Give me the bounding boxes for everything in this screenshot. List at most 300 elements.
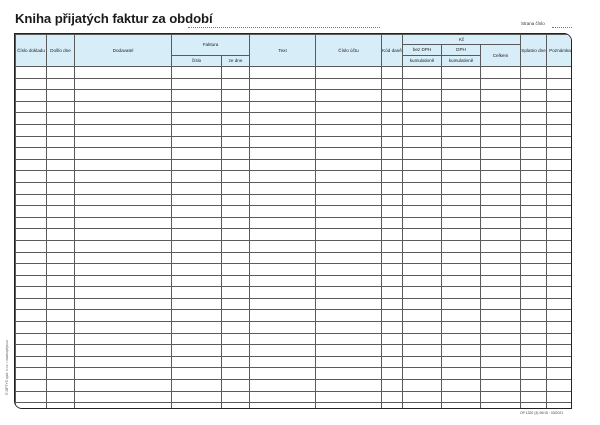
entry-cell[interactable] [47, 298, 75, 310]
entry-cell[interactable] [403, 403, 442, 409]
entry-cell[interactable] [316, 345, 382, 357]
entry-cell[interactable] [521, 148, 547, 160]
entry-cell[interactable] [403, 136, 442, 148]
entry-cell[interactable] [547, 182, 572, 194]
entry-cell[interactable] [47, 310, 75, 322]
entry-cell[interactable] [382, 391, 403, 403]
entry-cell[interactable] [75, 67, 172, 79]
entry-cell[interactable] [75, 298, 172, 310]
entry-cell[interactable] [403, 345, 442, 357]
entry-cell[interactable] [47, 356, 75, 368]
entry-cell[interactable] [547, 78, 572, 90]
entry-cell[interactable] [316, 206, 382, 218]
entry-cell[interactable] [16, 275, 47, 287]
entry-cell[interactable] [47, 322, 75, 334]
entry-cell[interactable] [547, 148, 572, 160]
entry-cell[interactable] [47, 391, 75, 403]
entry-cell[interactable] [222, 264, 250, 276]
entry-cell[interactable] [16, 136, 47, 148]
entry-cell[interactable] [75, 159, 172, 171]
entry-cell[interactable] [222, 240, 250, 252]
entry-cell[interactable] [250, 113, 316, 125]
entry-cell[interactable] [222, 171, 250, 183]
entry-cell[interactable] [250, 310, 316, 322]
entry-cell[interactable] [382, 159, 403, 171]
entry-cell[interactable] [172, 229, 222, 241]
entry-cell[interactable] [316, 182, 382, 194]
entry-cell[interactable] [316, 391, 382, 403]
entry-cell[interactable] [481, 229, 521, 241]
entry-cell[interactable] [172, 322, 222, 334]
entry-cell[interactable] [382, 298, 403, 310]
entry-cell[interactable] [75, 380, 172, 392]
entry-cell[interactable] [442, 101, 481, 113]
entry-cell[interactable] [403, 148, 442, 160]
entry-cell[interactable] [222, 322, 250, 334]
entry-cell[interactable] [47, 206, 75, 218]
entry-cell[interactable] [521, 368, 547, 380]
entry-cell[interactable] [382, 287, 403, 299]
entry-cell[interactable] [382, 90, 403, 102]
entry-cell[interactable] [16, 391, 47, 403]
entry-cell[interactable] [222, 113, 250, 125]
entry-cell[interactable] [382, 171, 403, 183]
entry-cell[interactable] [442, 380, 481, 392]
entry-cell[interactable] [172, 124, 222, 136]
entry-cell[interactable] [316, 368, 382, 380]
entry-cell[interactable] [172, 136, 222, 148]
entry-cell[interactable] [250, 322, 316, 334]
entry-cell[interactable] [521, 275, 547, 287]
entry-cell[interactable] [250, 217, 316, 229]
entry-cell[interactable] [222, 217, 250, 229]
entry-cell[interactable] [442, 194, 481, 206]
entry-cell[interactable] [250, 356, 316, 368]
entry-cell[interactable] [16, 194, 47, 206]
entry-cell[interactable] [75, 194, 172, 206]
entry-cell[interactable] [250, 78, 316, 90]
entry-cell[interactable] [316, 113, 382, 125]
entry-cell[interactable] [316, 159, 382, 171]
entry-cell[interactable] [222, 380, 250, 392]
entry-cell[interactable] [222, 136, 250, 148]
entry-cell[interactable] [442, 310, 481, 322]
entry-cell[interactable] [442, 368, 481, 380]
entry-cell[interactable] [481, 391, 521, 403]
entry-cell[interactable] [47, 287, 75, 299]
entry-cell[interactable] [222, 229, 250, 241]
entry-cell[interactable] [382, 380, 403, 392]
entry-cell[interactable] [442, 182, 481, 194]
entry-cell[interactable] [75, 101, 172, 113]
entry-cell[interactable] [442, 264, 481, 276]
entry-cell[interactable] [403, 90, 442, 102]
entry-cell[interactable] [481, 264, 521, 276]
entry-cell[interactable] [172, 391, 222, 403]
entry-cell[interactable] [222, 298, 250, 310]
entry-cell[interactable] [547, 368, 572, 380]
entry-cell[interactable] [481, 90, 521, 102]
entry-cell[interactable] [403, 78, 442, 90]
entry-cell[interactable] [521, 345, 547, 357]
entry-cell[interactable] [547, 391, 572, 403]
entry-cell[interactable] [382, 240, 403, 252]
entry-cell[interactable] [521, 333, 547, 345]
entry-cell[interactable] [222, 345, 250, 357]
entry-cell[interactable] [172, 90, 222, 102]
entry-cell[interactable] [403, 113, 442, 125]
entry-cell[interactable] [47, 90, 75, 102]
entry-cell[interactable] [222, 101, 250, 113]
entry-cell[interactable] [382, 78, 403, 90]
entry-cell[interactable] [250, 67, 316, 79]
entry-cell[interactable] [382, 345, 403, 357]
entry-cell[interactable] [382, 264, 403, 276]
entry-cell[interactable] [316, 67, 382, 79]
entry-cell[interactable] [481, 322, 521, 334]
entry-cell[interactable] [250, 90, 316, 102]
entry-cell[interactable] [316, 310, 382, 322]
entry-cell[interactable] [521, 403, 547, 409]
entry-cell[interactable] [47, 403, 75, 409]
entry-cell[interactable] [75, 136, 172, 148]
entry-cell[interactable] [250, 264, 316, 276]
entry-cell[interactable] [521, 113, 547, 125]
entry-cell[interactable] [316, 380, 382, 392]
entry-cell[interactable] [172, 264, 222, 276]
entry-cell[interactable] [16, 90, 47, 102]
entry-cell[interactable] [222, 124, 250, 136]
entry-cell[interactable] [222, 148, 250, 160]
entry-cell[interactable] [316, 90, 382, 102]
entry-cell[interactable] [403, 356, 442, 368]
entry-cell[interactable] [222, 206, 250, 218]
entry-cell[interactable] [222, 194, 250, 206]
entry-cell[interactable] [521, 159, 547, 171]
entry-cell[interactable] [16, 298, 47, 310]
entry-cell[interactable] [382, 67, 403, 79]
entry-cell[interactable] [547, 298, 572, 310]
entry-cell[interactable] [250, 275, 316, 287]
entry-cell[interactable] [222, 368, 250, 380]
entry-cell[interactable] [547, 310, 572, 322]
entry-cell[interactable] [47, 159, 75, 171]
entry-cell[interactable] [442, 287, 481, 299]
entry-cell[interactable] [47, 182, 75, 194]
entry-cell[interactable] [403, 333, 442, 345]
entry-cell[interactable] [403, 182, 442, 194]
entry-cell[interactable] [172, 345, 222, 357]
entry-cell[interactable] [172, 368, 222, 380]
entry-cell[interactable] [521, 124, 547, 136]
entry-cell[interactable] [47, 333, 75, 345]
entry-cell[interactable] [222, 356, 250, 368]
entry-cell[interactable] [16, 368, 47, 380]
entry-cell[interactable] [172, 171, 222, 183]
entry-cell[interactable] [316, 403, 382, 409]
entry-cell[interactable] [442, 345, 481, 357]
entry-cell[interactable] [442, 403, 481, 409]
entry-cell[interactable] [547, 136, 572, 148]
entry-cell[interactable] [16, 240, 47, 252]
entry-cell[interactable] [47, 148, 75, 160]
entry-cell[interactable] [16, 101, 47, 113]
entry-cell[interactable] [16, 124, 47, 136]
entry-cell[interactable] [382, 229, 403, 241]
entry-cell[interactable] [547, 287, 572, 299]
entry-cell[interactable] [403, 67, 442, 79]
entry-cell[interactable] [442, 67, 481, 79]
entry-cell[interactable] [250, 182, 316, 194]
entry-cell[interactable] [481, 78, 521, 90]
entry-cell[interactable] [547, 194, 572, 206]
entry-cell[interactable] [547, 229, 572, 241]
entry-cell[interactable] [481, 310, 521, 322]
entry-cell[interactable] [481, 298, 521, 310]
entry-cell[interactable] [250, 380, 316, 392]
entry-cell[interactable] [481, 287, 521, 299]
entry-cell[interactable] [382, 206, 403, 218]
entry-cell[interactable] [316, 124, 382, 136]
entry-cell[interactable] [481, 368, 521, 380]
entry-cell[interactable] [222, 403, 250, 409]
entry-cell[interactable] [250, 333, 316, 345]
entry-cell[interactable] [75, 90, 172, 102]
entry-cell[interactable] [316, 136, 382, 148]
entry-cell[interactable] [403, 380, 442, 392]
entry-cell[interactable] [16, 229, 47, 241]
entry-cell[interactable] [316, 322, 382, 334]
entry-cell[interactable] [382, 124, 403, 136]
entry-cell[interactable] [521, 264, 547, 276]
entry-cell[interactable] [547, 333, 572, 345]
entry-cell[interactable] [403, 298, 442, 310]
entry-cell[interactable] [47, 194, 75, 206]
entry-cell[interactable] [316, 298, 382, 310]
entry-cell[interactable] [75, 264, 172, 276]
entry-cell[interactable] [172, 78, 222, 90]
entry-cell[interactable] [442, 240, 481, 252]
entry-cell[interactable] [47, 78, 75, 90]
entry-cell[interactable] [16, 356, 47, 368]
entry-cell[interactable] [172, 275, 222, 287]
entry-cell[interactable] [316, 229, 382, 241]
entry-cell[interactable] [75, 217, 172, 229]
entry-cell[interactable] [403, 159, 442, 171]
entry-cell[interactable] [172, 113, 222, 125]
entry-cell[interactable] [47, 67, 75, 79]
entry-cell[interactable] [250, 148, 316, 160]
entry-cell[interactable] [250, 368, 316, 380]
entry-cell[interactable] [250, 124, 316, 136]
entry-cell[interactable] [382, 136, 403, 148]
entry-cell[interactable] [250, 136, 316, 148]
entry-cell[interactable] [521, 78, 547, 90]
entry-cell[interactable] [16, 345, 47, 357]
entry-cell[interactable] [521, 298, 547, 310]
entry-cell[interactable] [222, 67, 250, 79]
entry-cell[interactable] [403, 310, 442, 322]
entry-cell[interactable] [481, 356, 521, 368]
entry-cell[interactable] [547, 159, 572, 171]
entry-cell[interactable] [521, 287, 547, 299]
entry-cell[interactable] [382, 322, 403, 334]
entry-cell[interactable] [403, 206, 442, 218]
entry-cell[interactable] [382, 101, 403, 113]
entry-cell[interactable] [442, 136, 481, 148]
entry-cell[interactable] [442, 90, 481, 102]
entry-cell[interactable] [75, 275, 172, 287]
entry-cell[interactable] [250, 159, 316, 171]
entry-cell[interactable] [547, 113, 572, 125]
entry-cell[interactable] [521, 252, 547, 264]
entry-cell[interactable] [172, 194, 222, 206]
entry-cell[interactable] [250, 229, 316, 241]
entry-cell[interactable] [403, 101, 442, 113]
entry-cell[interactable] [47, 101, 75, 113]
entry-cell[interactable] [172, 148, 222, 160]
entry-cell[interactable] [442, 333, 481, 345]
entry-cell[interactable] [16, 113, 47, 125]
entry-cell[interactable] [521, 391, 547, 403]
entry-cell[interactable] [16, 333, 47, 345]
entry-cell[interactable] [47, 217, 75, 229]
entry-cell[interactable] [481, 101, 521, 113]
entry-cell[interactable] [547, 124, 572, 136]
entry-cell[interactable] [172, 252, 222, 264]
entry-cell[interactable] [172, 159, 222, 171]
entry-cell[interactable] [75, 252, 172, 264]
entry-cell[interactable] [316, 78, 382, 90]
entry-cell[interactable] [250, 206, 316, 218]
entry-cell[interactable] [75, 78, 172, 90]
entry-cell[interactable] [547, 380, 572, 392]
entry-cell[interactable] [75, 124, 172, 136]
entry-cell[interactable] [521, 240, 547, 252]
entry-cell[interactable] [316, 148, 382, 160]
entry-cell[interactable] [403, 217, 442, 229]
entry-cell[interactable] [481, 275, 521, 287]
entry-cell[interactable] [547, 171, 572, 183]
entry-cell[interactable] [16, 287, 47, 299]
entry-cell[interactable] [403, 240, 442, 252]
entry-cell[interactable] [172, 67, 222, 79]
entry-cell[interactable] [442, 159, 481, 171]
entry-cell[interactable] [403, 194, 442, 206]
entry-cell[interactable] [47, 171, 75, 183]
entry-cell[interactable] [16, 171, 47, 183]
entry-cell[interactable] [382, 252, 403, 264]
entry-cell[interactable] [47, 240, 75, 252]
entry-cell[interactable] [481, 113, 521, 125]
entry-cell[interactable] [547, 206, 572, 218]
entry-cell[interactable] [222, 287, 250, 299]
entry-cell[interactable] [481, 67, 521, 79]
entry-cell[interactable] [547, 90, 572, 102]
entry-cell[interactable] [250, 287, 316, 299]
entry-cell[interactable] [382, 403, 403, 409]
entry-cell[interactable] [316, 287, 382, 299]
entry-cell[interactable] [16, 182, 47, 194]
entry-cell[interactable] [250, 252, 316, 264]
entry-cell[interactable] [222, 90, 250, 102]
entry-cell[interactable] [16, 403, 47, 409]
entry-cell[interactable] [442, 217, 481, 229]
entry-cell[interactable] [481, 217, 521, 229]
entry-cell[interactable] [382, 148, 403, 160]
entry-cell[interactable] [222, 310, 250, 322]
entry-cell[interactable] [481, 206, 521, 218]
entry-cell[interactable] [16, 252, 47, 264]
entry-cell[interactable] [47, 368, 75, 380]
entry-cell[interactable] [521, 171, 547, 183]
entry-cell[interactable] [481, 159, 521, 171]
entry-cell[interactable] [442, 391, 481, 403]
entry-cell[interactable] [75, 206, 172, 218]
entry-cell[interactable] [403, 124, 442, 136]
entry-cell[interactable] [75, 171, 172, 183]
entry-cell[interactable] [481, 182, 521, 194]
entry-cell[interactable] [403, 171, 442, 183]
entry-cell[interactable] [75, 229, 172, 241]
entry-cell[interactable] [382, 217, 403, 229]
entry-cell[interactable] [316, 264, 382, 276]
entry-cell[interactable] [521, 356, 547, 368]
entry-cell[interactable] [547, 252, 572, 264]
entry-cell[interactable] [222, 391, 250, 403]
entry-cell[interactable] [521, 136, 547, 148]
entry-cell[interactable] [250, 171, 316, 183]
entry-cell[interactable] [16, 148, 47, 160]
entry-cell[interactable] [47, 275, 75, 287]
entry-cell[interactable] [16, 78, 47, 90]
entry-cell[interactable] [442, 171, 481, 183]
entry-cell[interactable] [521, 67, 547, 79]
entry-cell[interactable] [75, 240, 172, 252]
entry-cell[interactable] [16, 67, 47, 79]
entry-cell[interactable] [442, 113, 481, 125]
entry-cell[interactable] [172, 217, 222, 229]
entry-cell[interactable] [442, 78, 481, 90]
entry-cell[interactable] [547, 264, 572, 276]
entry-cell[interactable] [521, 217, 547, 229]
entry-cell[interactable] [481, 148, 521, 160]
entry-cell[interactable] [16, 310, 47, 322]
entry-cell[interactable] [172, 101, 222, 113]
entry-cell[interactable] [382, 310, 403, 322]
entry-cell[interactable] [442, 275, 481, 287]
entry-cell[interactable] [75, 322, 172, 334]
entry-cell[interactable] [316, 356, 382, 368]
entry-cell[interactable] [316, 240, 382, 252]
entry-cell[interactable] [250, 391, 316, 403]
entry-cell[interactable] [442, 356, 481, 368]
entry-cell[interactable] [16, 159, 47, 171]
entry-cell[interactable] [403, 229, 442, 241]
entry-cell[interactable] [481, 124, 521, 136]
entry-cell[interactable] [316, 101, 382, 113]
entry-cell[interactable] [481, 333, 521, 345]
entry-cell[interactable] [442, 148, 481, 160]
entry-cell[interactable] [521, 229, 547, 241]
entry-cell[interactable] [47, 124, 75, 136]
entry-cell[interactable] [547, 356, 572, 368]
entry-cell[interactable] [47, 252, 75, 264]
entry-cell[interactable] [16, 322, 47, 334]
entry-cell[interactable] [47, 229, 75, 241]
entry-cell[interactable] [382, 368, 403, 380]
entry-cell[interactable] [481, 345, 521, 357]
